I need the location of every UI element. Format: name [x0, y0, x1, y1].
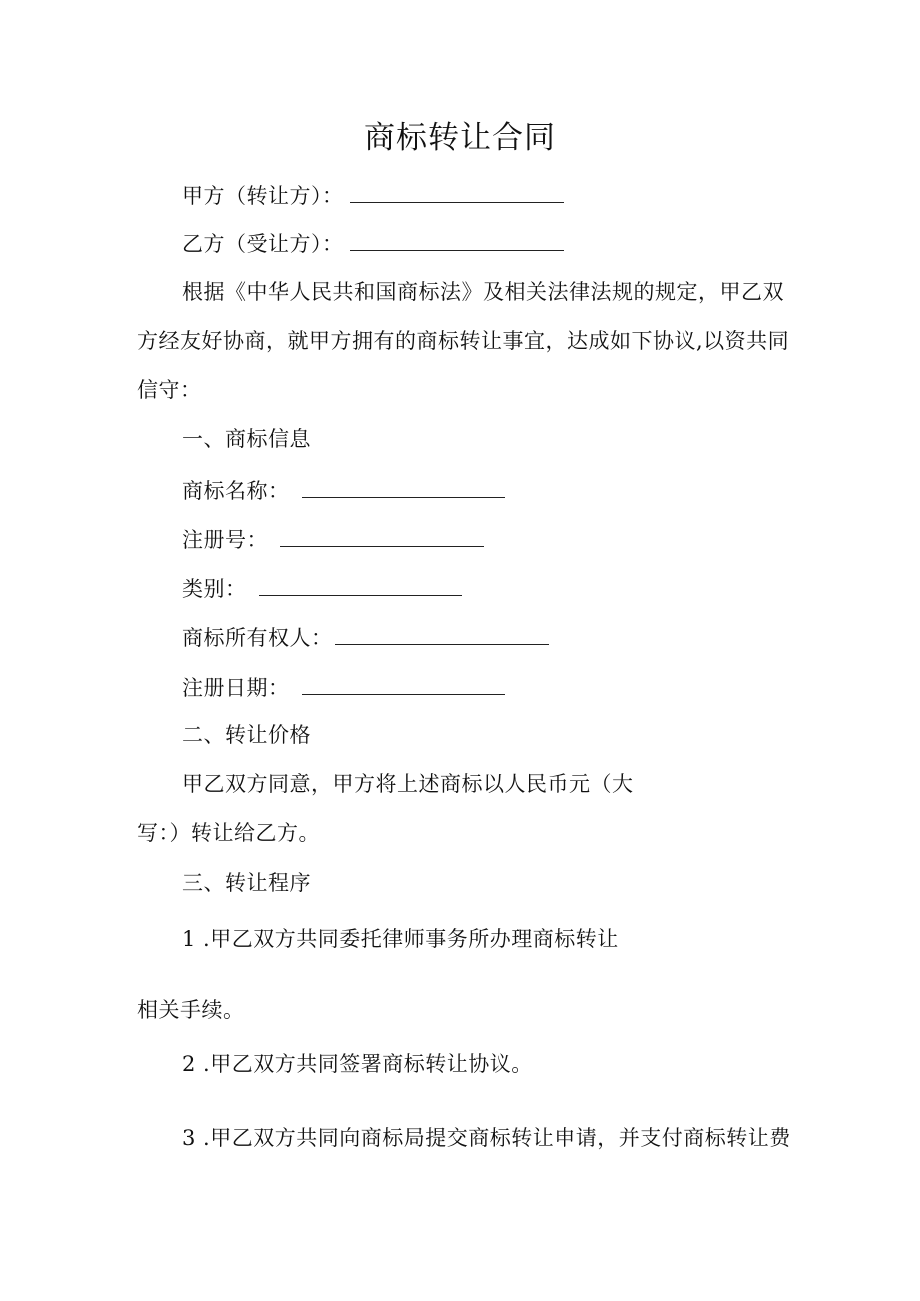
owner-blank-line — [335, 622, 549, 645]
party-a-row — [182, 180, 564, 210]
owner-label: 商标所有权人： — [182, 626, 333, 650]
registration-no-label: 注册号： — [182, 528, 268, 552]
step-1-line-1: 1 .甲乙双方共同委托律师事务所办理商标转让 — [182, 927, 619, 951]
trademark-name-label: 商标名称： — [182, 479, 290, 503]
document-title: 商标转让合同 — [364, 120, 556, 156]
step-1-line-2: 相关手续。 — [137, 998, 245, 1022]
registration-date-label: 注册日期： — [182, 676, 290, 700]
section-3-heading: 三、转让程序 — [182, 871, 311, 895]
registration-date-blank-line — [302, 672, 505, 695]
section-2-heading: 二、转让价格 — [182, 723, 311, 747]
party-b-blank-line — [350, 228, 564, 251]
price-text-line-2: 写：）转让给乙方。 — [137, 821, 320, 845]
party-b-row — [182, 228, 564, 258]
party-a-label: 甲方（转让方）： — [182, 184, 344, 208]
party-b-label: 乙方（受让方）： — [182, 232, 344, 256]
section-1-heading: 一、商标信息 — [182, 427, 311, 451]
step-3: 3 .甲乙双方共同向商标局提交商标转让申请，并支付商标转让费 — [182, 1126, 791, 1150]
category-label: 类别： — [182, 577, 247, 601]
intro-paragraph-line-1: 根据《中华人民共和国商标法》及相关法律法规的规定，甲乙双 — [182, 280, 784, 304]
intro-paragraph-line-2: 方经友好协商，就甲方拥有的商标转让事宜，达成如下协议,以资共同 — [137, 329, 790, 353]
trademark-name-row — [182, 475, 505, 505]
owner-row — [182, 622, 549, 652]
step-2: 2 .甲乙双方共同签署商标转让协议。 — [182, 1052, 533, 1076]
registration-no-blank-line — [280, 524, 484, 547]
trademark-name-blank-line — [302, 475, 505, 498]
registration-no-row — [182, 524, 484, 554]
registration-date-row — [182, 672, 505, 702]
category-row — [182, 573, 462, 603]
intro-paragraph-line-3: 信守： — [137, 378, 202, 402]
party-a-blank-line — [350, 180, 564, 203]
price-text-line-1: 甲乙双方同意，甲方将上述商标以人民币元（大 — [182, 772, 634, 796]
category-blank-line — [259, 573, 462, 596]
